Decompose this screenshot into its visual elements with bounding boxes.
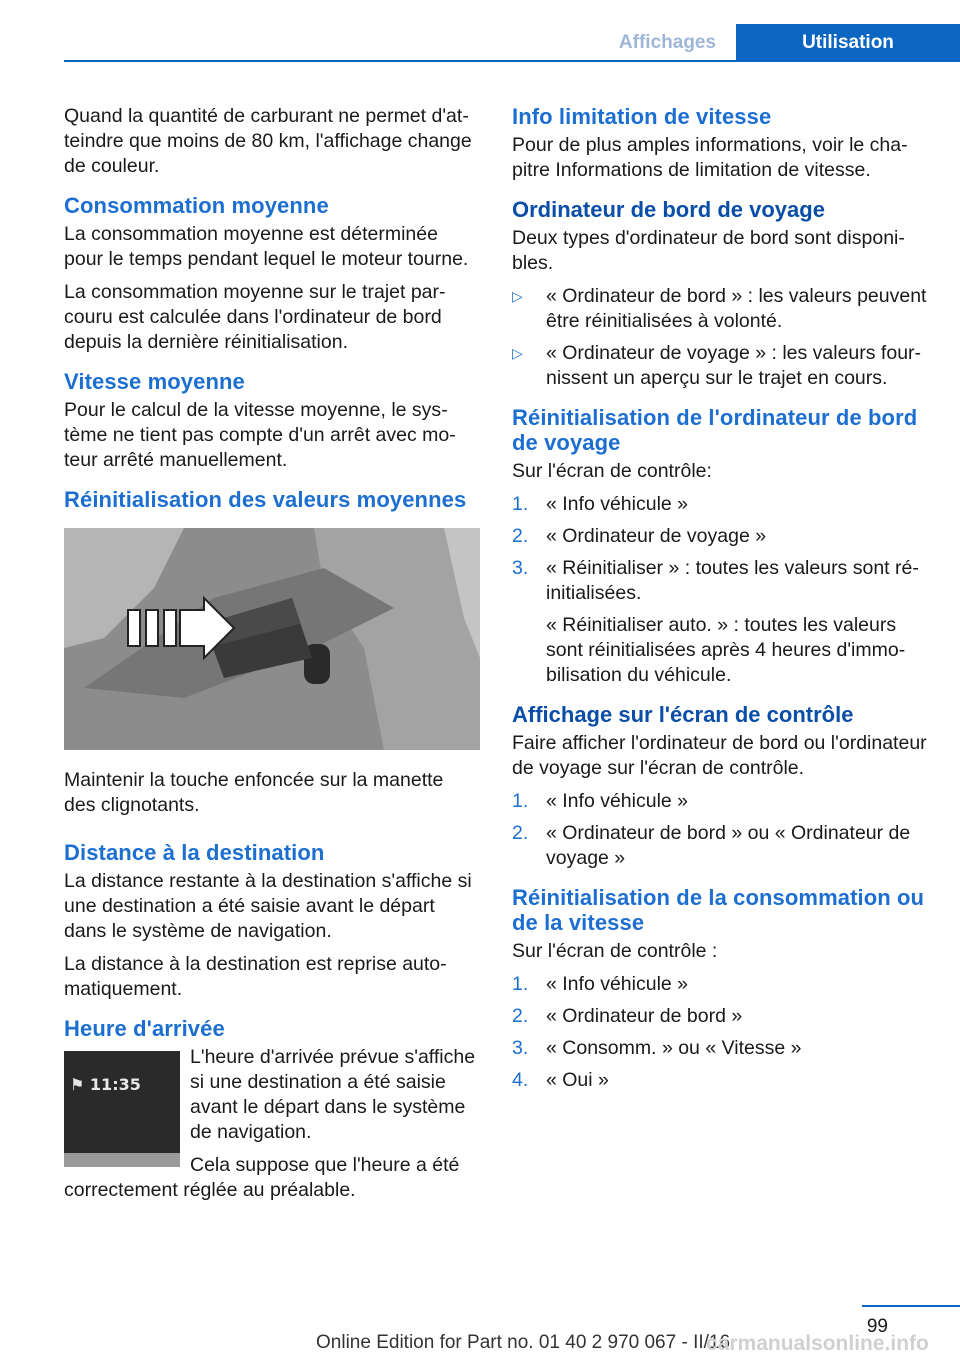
chapter-tab-utilisation[interactable]: Utilisation bbox=[736, 24, 960, 62]
step-number: 1. bbox=[512, 493, 529, 515]
heading-affichage-ecran: Affichage sur l'écran de contrôle bbox=[512, 702, 854, 727]
step-number: 2. bbox=[512, 1005, 529, 1027]
list-item bbox=[512, 341, 928, 391]
page-number: 99 bbox=[866, 1316, 888, 1337]
list-item bbox=[512, 556, 928, 688]
vitesse-paragraph: Pour le calcul de la vitesse moyenne, le système ne tient pas compte d'un arrêt avec moteur arrêté manuellement. bbox=[64, 399, 456, 471]
list-item bbox=[512, 524, 928, 549]
list-item bbox=[512, 1036, 928, 1061]
reinit-steps bbox=[512, 492, 928, 688]
list-item bbox=[512, 1068, 928, 1093]
heading-reinit-valeurs: Réinitialisation des valeurs moyennes bbox=[64, 487, 467, 512]
lever-illustration bbox=[64, 528, 480, 750]
right-column bbox=[512, 104, 928, 1103]
step-text: « Oui » bbox=[546, 1069, 609, 1091]
conso-intro: Sur l'écran de contrôle : bbox=[512, 940, 718, 962]
reinit-intro: Sur l'écran de contrôle: bbox=[512, 460, 712, 482]
reinit-caption: Maintenir la touche enfoncée sur la manette des clignotants. bbox=[64, 769, 444, 816]
step-text: « Info véhicule » bbox=[546, 493, 689, 515]
ordi-bullet-list bbox=[512, 284, 928, 391]
heading-consommation-moyenne: Consommation moyenne bbox=[64, 193, 329, 218]
intro-paragraph: Quand la quantité de carburant ne permet d'atteindre que moins de 80 km, l'affichage change de couleur. bbox=[64, 105, 472, 177]
step-number: 1. bbox=[512, 790, 529, 812]
heading-distance-destination: Distance à la destination bbox=[64, 840, 325, 865]
distance-paragraph-1: La distance restante à la destination s'affiche si une destination a été saisie avant le départ dans le système de navigation. bbox=[64, 870, 472, 942]
heading-heure-arrivee: Heure d'arrivée bbox=[64, 1016, 225, 1041]
list-item bbox=[512, 972, 928, 997]
page-header bbox=[0, 0, 960, 62]
page-footer bbox=[0, 1332, 960, 1362]
list-item bbox=[512, 492, 928, 517]
step-number: 1. bbox=[512, 973, 529, 995]
heure-paragraph-1: L'heure d'arrivée prévue s'affiche si une destination a été saisie avant le départ dans le système de navigation. bbox=[190, 1046, 476, 1143]
list-item bbox=[512, 821, 928, 871]
display-bezel bbox=[64, 1153, 180, 1167]
step-text: « Info véhicule » bbox=[546, 973, 689, 995]
list-item bbox=[512, 789, 928, 814]
step-text: « Ordinateur de bord » ou « Ordinateur de voyage » bbox=[546, 822, 911, 869]
step-text: « Réinitialiser » : toutes les valeurs sont réinitialisées. bbox=[546, 557, 919, 604]
heading-reinit-ordinateur: Réinitialisation de l'ordinateur de bord de voyage bbox=[512, 405, 918, 455]
conso-paragraph-2: La consommation moyenne sur le trajet parcouru est calculée dans l'ordinateur de bord depuis la dernière réinitialisation. bbox=[64, 281, 446, 353]
affichage-paragraph: Faire afficher l'ordinateur de bord ou l'ordinateur de voyage sur l'écran de contrôle. bbox=[512, 732, 927, 779]
step-text: « Consomm. » ou « Vitesse » bbox=[546, 1037, 802, 1059]
heading-ordinateur-voyage: Ordinateur de bord de voyage bbox=[512, 197, 825, 222]
step-number: 4. bbox=[512, 1069, 529, 1091]
bullet-triangle-icon: ▷ bbox=[512, 288, 523, 304]
conso-paragraph-1: La consommation moyenne est déterminée pour le temps pendant lequel le moteur tourne. bbox=[64, 223, 469, 270]
list-item-text: « Ordinateur de bord » : les valeurs peuvent être réinitialisées à volonté. bbox=[546, 285, 927, 332]
list-item-text: « Ordinateur de voyage » : les valeurs fournissent un aperçu sur le trajet en cours. bbox=[546, 342, 922, 389]
bullet-triangle-icon: ▷ bbox=[512, 345, 523, 361]
step-number: 3. bbox=[512, 557, 529, 579]
arrival-time-value: 11:35 bbox=[89, 1075, 141, 1094]
step-text: « Info véhicule » bbox=[546, 790, 689, 812]
section-tab-affichages[interactable]: Affichages bbox=[618, 32, 717, 53]
info-paragraph: Pour de plus amples informations, voir le chapitre Informations de limitation de vitesse. bbox=[512, 134, 908, 181]
edition-text: Online Edition for Part no. 01 40 2 970 067 - II/16 bbox=[316, 1332, 731, 1353]
distance-paragraph-2: La distance à la destination est reprise automatiquement. bbox=[64, 953, 447, 1000]
heading-vitesse-moyenne: Vitesse moyenne bbox=[64, 369, 245, 394]
list-item bbox=[512, 1004, 928, 1029]
step-number: 2. bbox=[512, 822, 529, 844]
heure-paragraph-2: Cela suppose que l'heure a été correctement réglée au préalable. bbox=[64, 1154, 460, 1201]
step-number: 3. bbox=[512, 1037, 529, 1059]
arrival-time-readout bbox=[70, 1075, 141, 1094]
step-subtext: « Réinitialiser auto. » : toutes les valeurs sont réinitialisées après 4 heures d'immobilisation du véhicule. bbox=[546, 614, 906, 686]
footer-rule bbox=[862, 1305, 960, 1307]
step-text: « Ordinateur de voyage » bbox=[546, 525, 767, 547]
turn-signal-lever-photo bbox=[64, 528, 480, 750]
heading-reinit-consommation: Réinitialisation de la consommation ou de la vitesse bbox=[512, 885, 925, 935]
left-column bbox=[64, 104, 480, 1211]
arrival-time-display bbox=[64, 1051, 180, 1167]
flag-icon: ⚑ bbox=[70, 1075, 85, 1094]
header-rule bbox=[64, 60, 960, 62]
heading-info-limitation: Info limitation de vitesse bbox=[512, 104, 772, 129]
conso-steps bbox=[512, 972, 928, 1093]
step-number: 2. bbox=[512, 525, 529, 547]
step-text: « Ordinateur de bord » bbox=[546, 1005, 743, 1027]
ordi-paragraph: Deux types d'ordinateur de bord sont disponibles. bbox=[512, 227, 905, 274]
affichage-steps bbox=[512, 789, 928, 871]
watermark: carmanualsonline.info bbox=[706, 1332, 929, 1355]
list-item bbox=[512, 284, 928, 334]
